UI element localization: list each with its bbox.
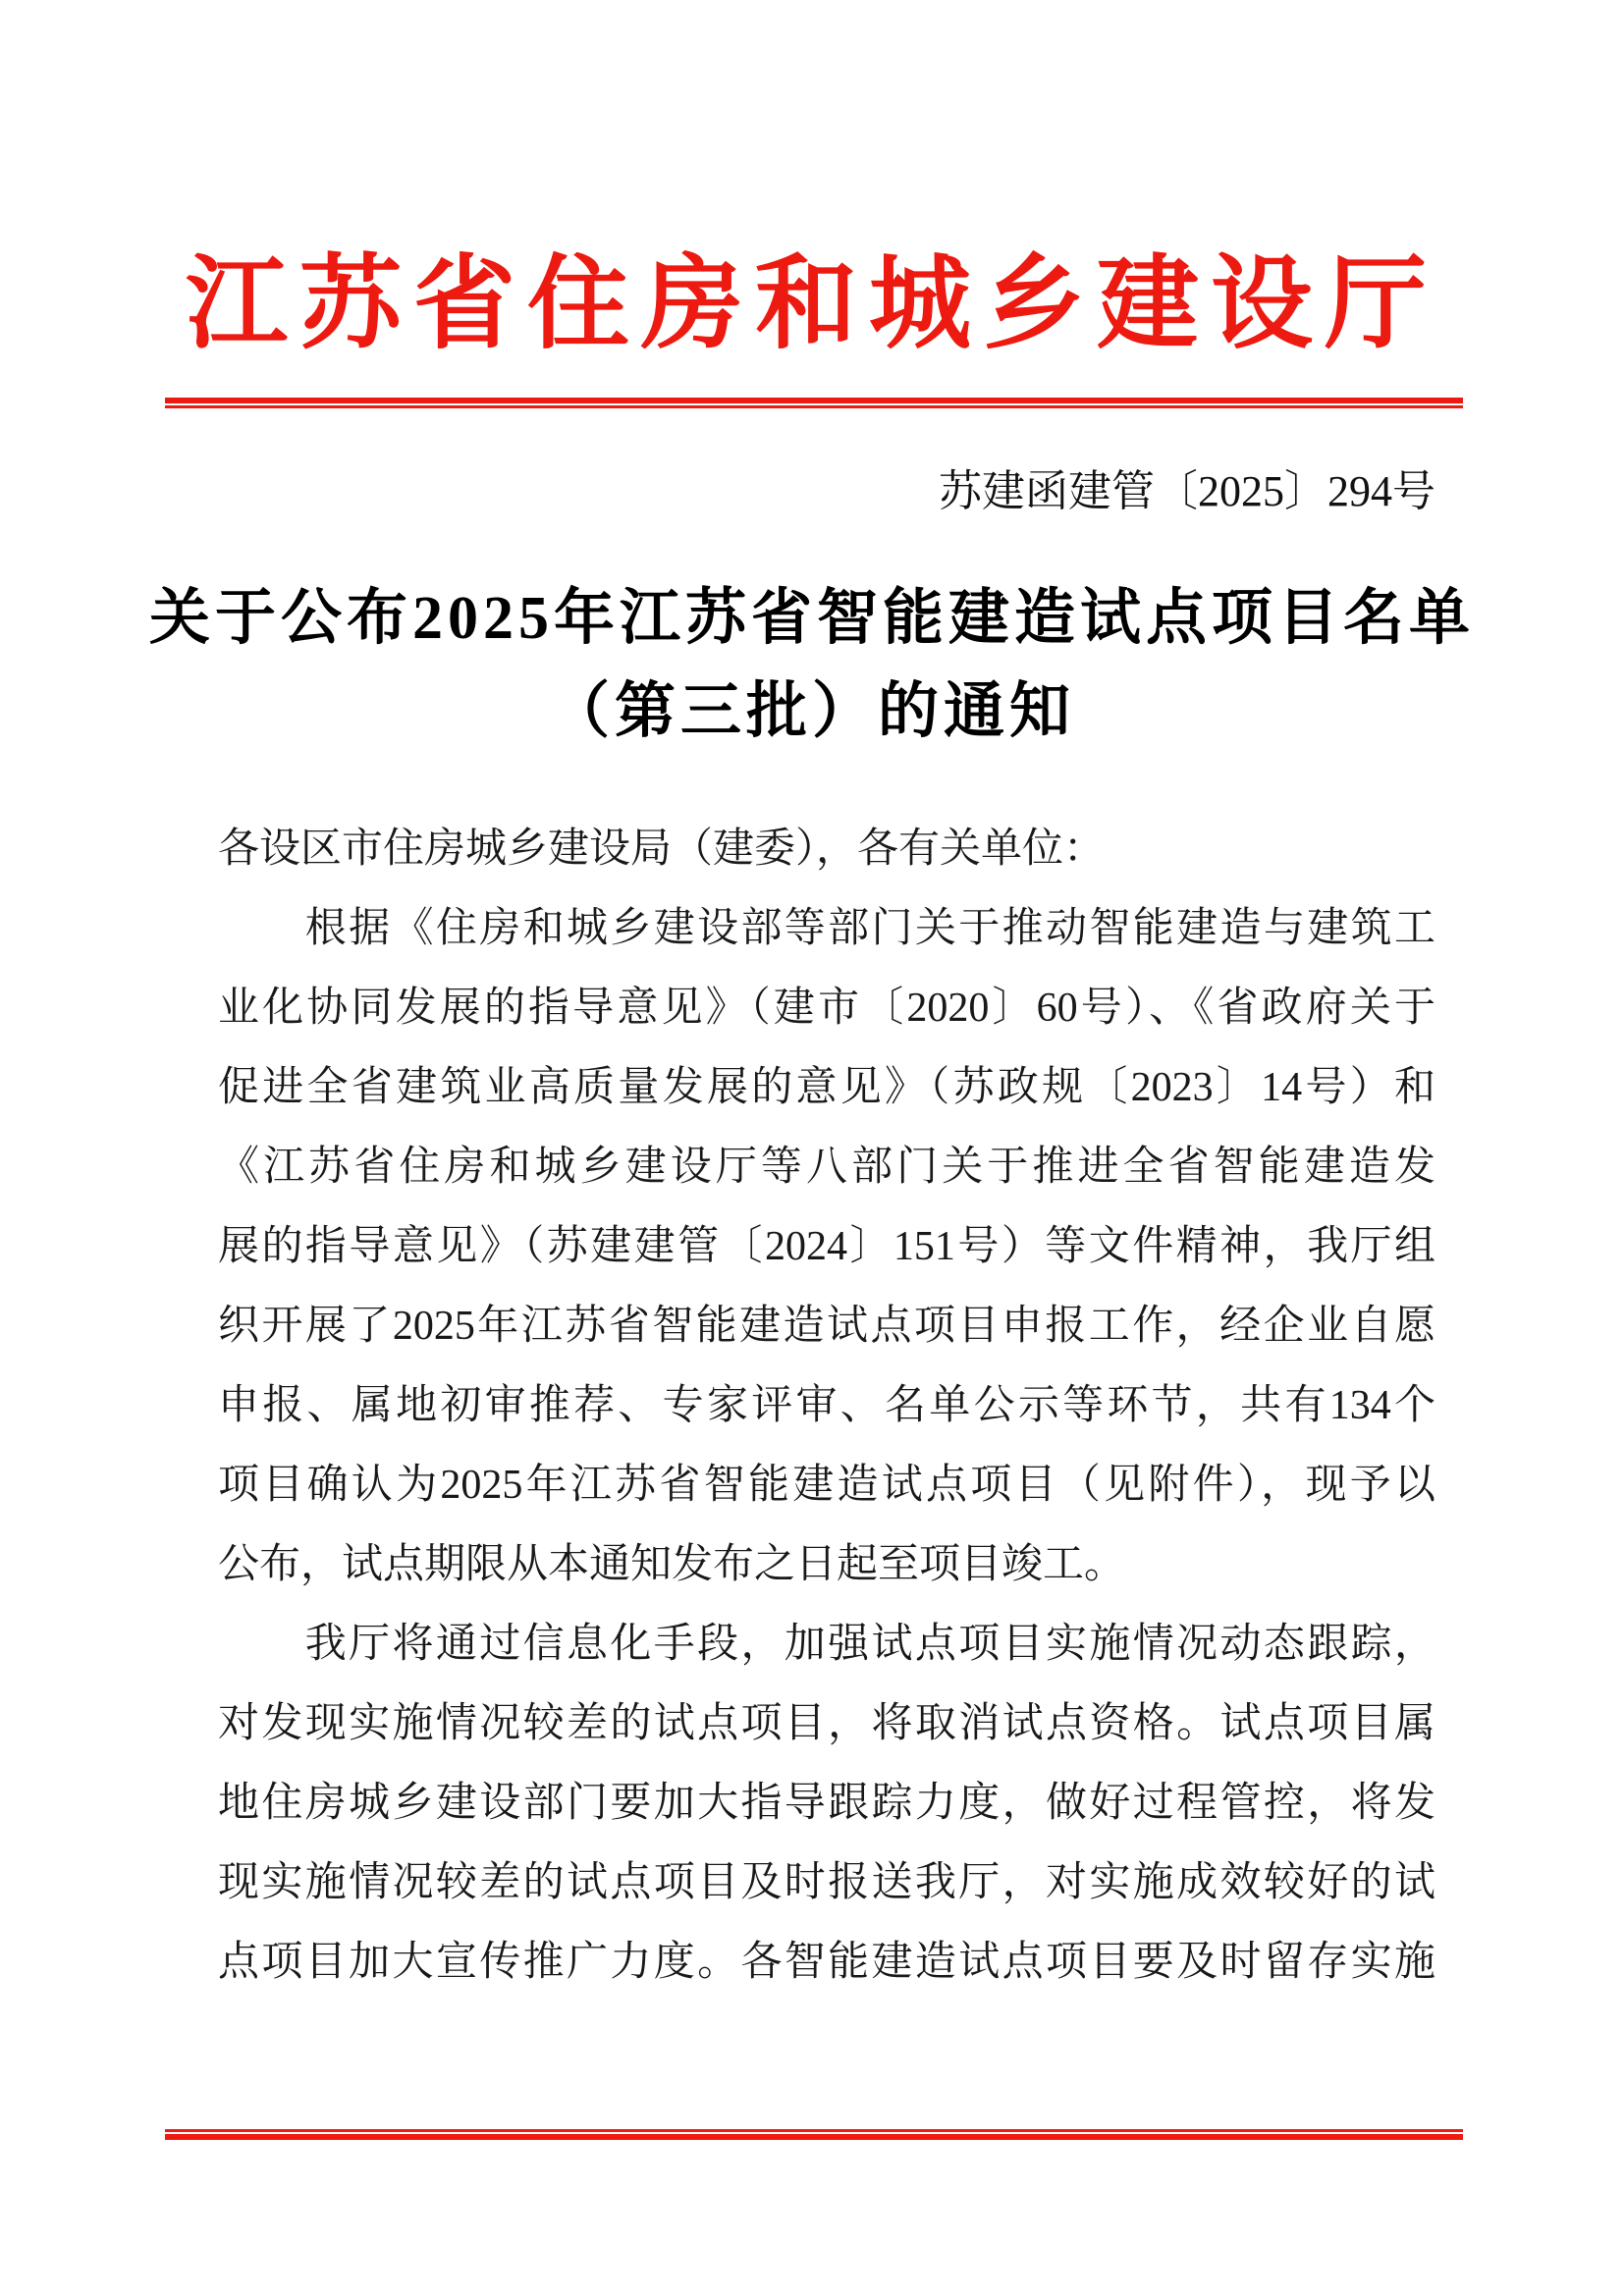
body-line: 各设区市住房城乡建设局（建委），各有关单位： (218, 827, 1106, 872)
notice-title-line-1: 关于公布2025年江苏省智能建造试点项目名单 (148, 585, 1475, 652)
body-line: 现实施情况较差的试点项目及时报送我厅，对实施成效较好的试 (218, 1860, 1435, 1905)
agency-masthead: 江苏省住房和城乡建设厅 (185, 248, 1438, 361)
body-line: 《江苏省住房和城乡建设厅等八部门关于推进全省智能建造发 (218, 1145, 1435, 1190)
notice-title-line-2: （第三批）的通知 (548, 678, 1075, 745)
body-line: 对发现实施情况较差的试点项目，将取消试点资格。试点项目属 (218, 1701, 1435, 1746)
body-line: 业化协同发展的指导意见》（建市〔2020〕60号）、《省政府关于 (218, 986, 1435, 1031)
body-line: 织开展了2025年江苏省智能建造试点项目申报工作，经企业自愿 (218, 1304, 1435, 1349)
header-divider (165, 398, 1463, 408)
body-line: 公布，试点期限从本通知发布之日起至项目竣工。 (218, 1542, 1126, 1587)
body-line: 点项目加大宣传推广力度。各智能建造试点项目要及时留存实施 (218, 1940, 1435, 1985)
body-line: 地住房城乡建设部门要加大指导跟踪力度，做好过程管控，将发 (218, 1781, 1435, 1826)
header-divider-thin-bar (165, 405, 1463, 408)
body-line: 项目确认为2025年江苏省智能建造试点项目（见附件），现予以 (218, 1463, 1435, 1508)
notice-body (218, 810, 1435, 2002)
document-number: 苏建函建管〔2025〕294号 (939, 467, 1435, 515)
body-line: 申报、属地初审推荐、专家评审、名单公示等环节，共有134个 (218, 1383, 1435, 1428)
body-line: 促进全省建筑业高质量发展的意见》（苏政规〔2023〕14号）和 (218, 1065, 1435, 1110)
body-line: 根据《住房和城乡建设部等部门关于推动智能建造与建筑工 (218, 906, 1435, 951)
footer-divider (165, 2129, 1463, 2140)
body-line: 展的指导意见》（苏建建管〔2024〕151号）等文件精神，我厅组 (218, 1224, 1435, 1269)
footer-divider-thick-bar (165, 2134, 1463, 2140)
body-line: 我厅将通过信息化手段，加强试点项目实施情况动态跟踪， (218, 1622, 1435, 1667)
notice-title (0, 572, 1624, 759)
